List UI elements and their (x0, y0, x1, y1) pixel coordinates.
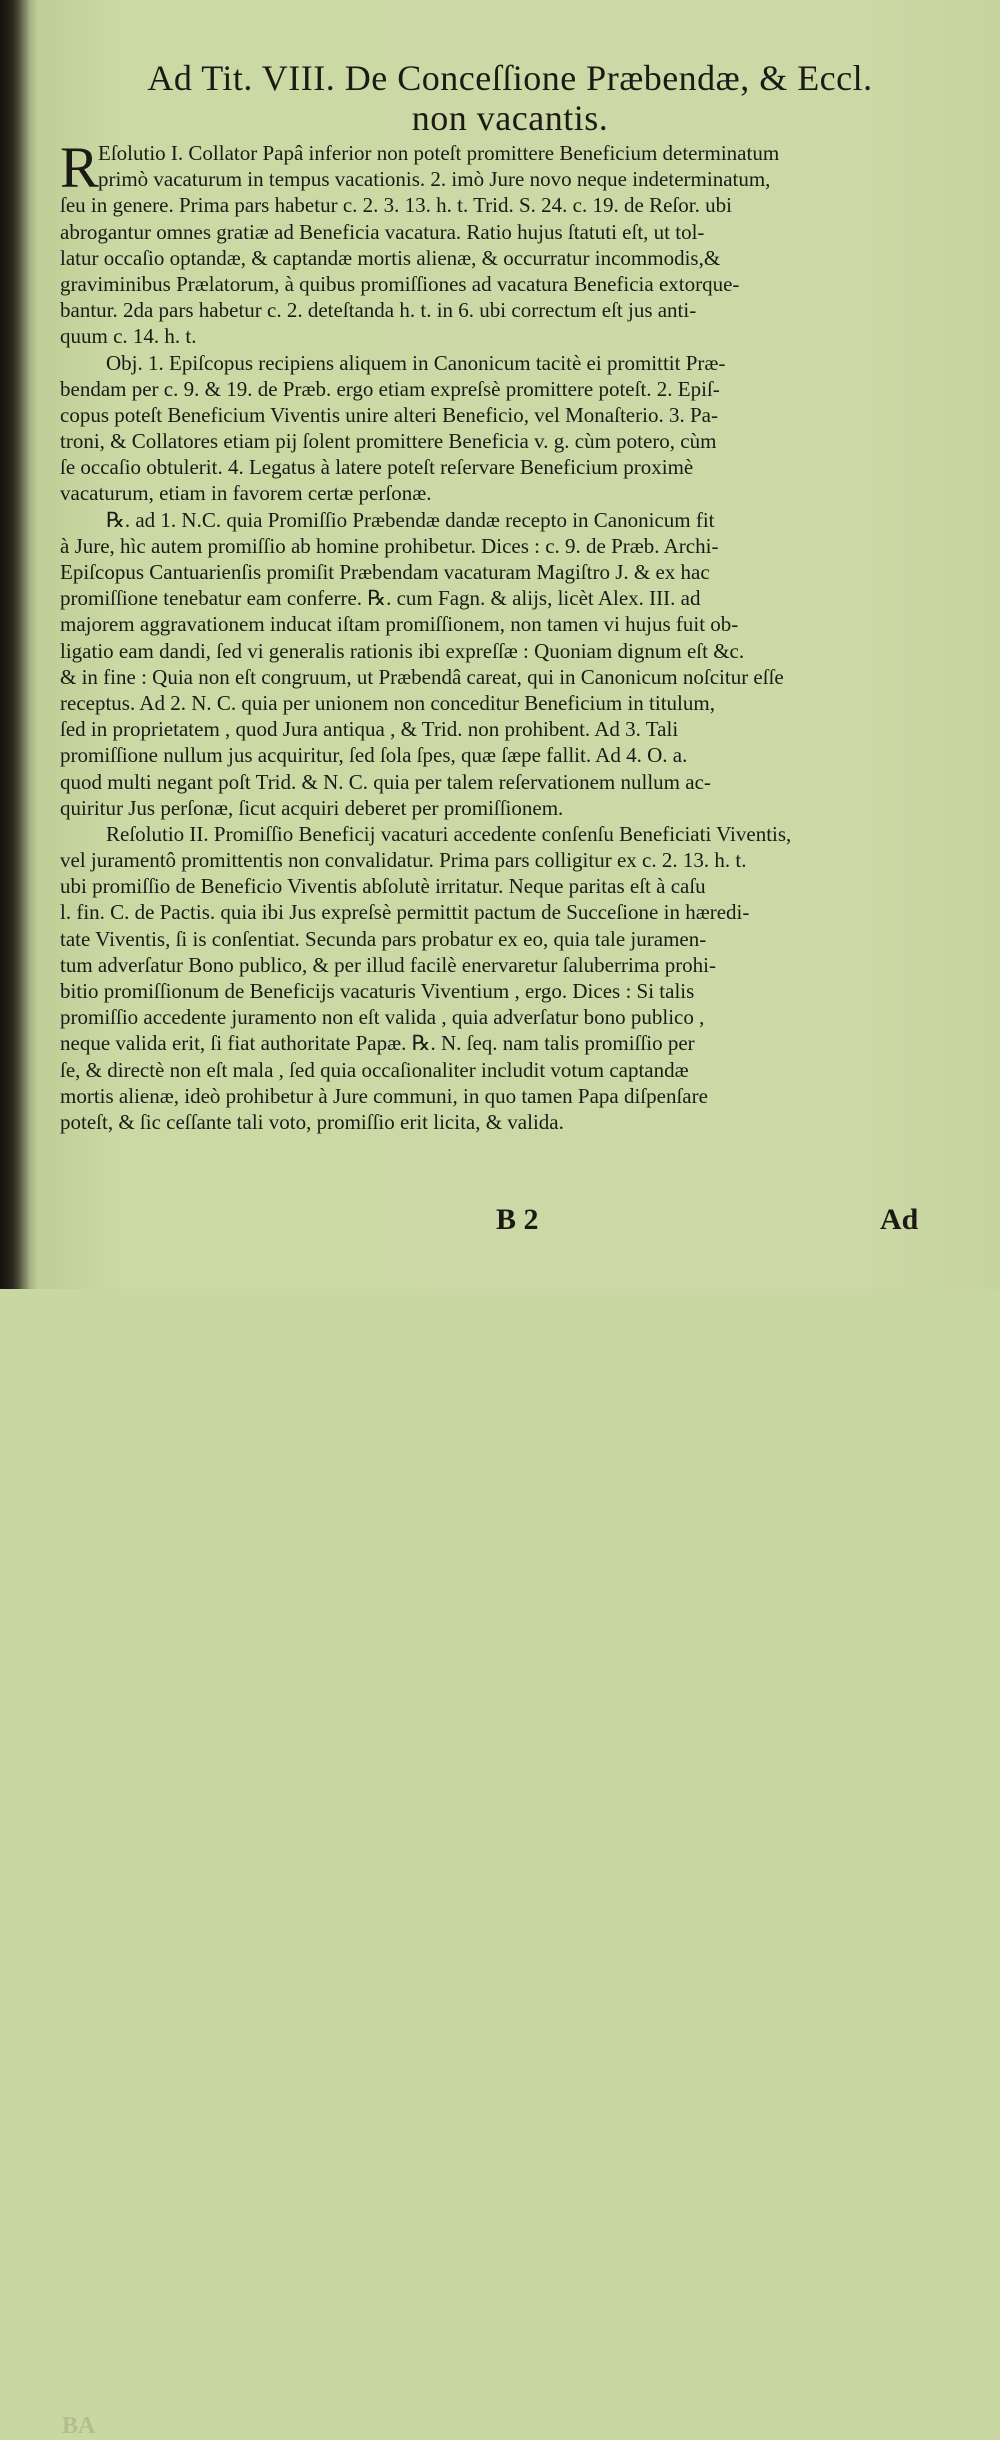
text-line: bendam per c. 9. & 19. de Præb. ergo etiam expreſsè promittere poteſt. 2. Epiſ- (60, 376, 720, 401)
chapter-title (60, 58, 960, 138)
faded-mark: BA (62, 2413, 96, 2439)
text-line: quiritur Jus perſonæ, ſicut acquiri deberet per promiſſionem. (60, 795, 564, 820)
text-line: vel juramentô promittentis non convalidatur. Prima pars colligitur ex c. 2. 13. h. t. (60, 848, 747, 873)
text-line: vacaturum, etiam in favorem certæ perſonæ. (60, 481, 432, 506)
text-line: copus poteſt Beneficium Viventis unire alteri Beneficio, vel Monaſterio. 3. Pa- (60, 402, 718, 427)
paragraph-start: ℞. ad 1. N.C. quia Promiſſio Præbendæ dandæ recepto in Canonicum fit (106, 507, 715, 532)
text-line: latur occaſio optandæ, & captandæ mortis alienæ, & occurratur incommodis,& (60, 245, 721, 270)
text-line: neque valida erit, ſi fiat authoritate Papæ. ℞. N. ſeq. nam talis promiſſio per (60, 1031, 695, 1056)
text-line: quum c. 14. h. t. (60, 324, 197, 349)
text-line: mortis alienæ, ideò prohibetur à Jure communi, in quo tamen Papa diſpenſare (60, 1083, 708, 1108)
text-line: ſe occaſio obtulerit. 4. Legatus à latere poteſt reſervare Beneficium proximè (60, 455, 694, 480)
text-line: ſe, & directè non eſt mala , ſed quia occaſionaliter includit votum captandæ (60, 1057, 689, 1082)
text-line: ſeu in genere. Prima pars habetur c. 2. 3. 13. h. t. Trid. S. 24. c. 19. de Reſor. ubi (60, 193, 732, 218)
paragraph-start: Obj. 1. Epiſcopus recipiens aliquem in Canonicum tacitè ei promittit Præ- (106, 350, 726, 375)
text-line: majorem aggravationem inducat iſtam promiſſionem, non tamen vi hujus fuit ob- (60, 612, 739, 637)
text-line: bitio promiſſionum de Beneficijs vacaturis Viventium , ergo. Dices : Si talis (60, 979, 695, 1003)
text-line: ſed in proprietatem , quod Jura antiqua , & Trid. non prohibent. Ad 3. Tali (60, 717, 679, 742)
text-line: bantur. 2da pars habetur c. 2. deteſtanda h. t. in 6. ubi correctum eſt jus anti- (60, 298, 697, 323)
drop-capital: R (60, 135, 99, 200)
text-line: ligatio eam dandi, ſed vi generalis rationis ibi expreſſæ : Quoniam dignum eſt &c. (60, 638, 745, 663)
paragraph-start: Reſolutio II. Promiſſio Beneficij vacaturi accedente conſenſu Beneficiati Viventis, (106, 821, 792, 846)
text-line: promiſſione tenebatur eam conferre. ℞. cum Fagn. & alijs, licèt Alex. III. ad (60, 586, 701, 611)
text-line: Epiſcopus Cantuarienſis promiſit Præbendam vacaturam Magiſtro J. & ex hac (60, 560, 710, 584)
text-line: Eſolutio I. Collator Papâ inferior non poteſt promittere Beneficium determinatum (98, 141, 780, 165)
text-line: poteſt, & ſic ceſſante tali voto, promiſſio erit licita, & valida. (60, 1109, 564, 1134)
text-line: & in fine : Quia non eſt congruum, ut Præbendâ careat, qui in Canonicum noſcitur eſſe (60, 664, 784, 689)
text-line: troni, & Collatores etiam pij ſolent promittere Beneficia v. g. cùm potero, cùm (60, 429, 717, 454)
text-line: à Jure, hìc autem promiſſio ab homine prohibetur. Dices : c. 9. de Præb. Archi- (60, 533, 719, 558)
text-line: tate Viventis, ſi is conſentiat. Secunda pars probatur ex eo, quia tale juramen- (60, 926, 707, 951)
text-line: promiſſio accedente juramento non eſt valida , quia adverſatur bono publico , (60, 1005, 705, 1030)
title-line-1: Ad Tit. VIII. De Conceſſione Præbendæ, & Eccl. (147, 58, 873, 98)
signature-mark: B 2 (496, 1203, 539, 1236)
book-binding-shadow (0, 0, 30, 1289)
text-line: receptus. Ad 2. N. C. quia per unionem non conceditur Beneficium in titulum, (60, 690, 715, 715)
text-line: tum adverſatur Bono publico, & per illud facilè enervaretur ſaluberrima prohi- (60, 952, 717, 977)
text-line: abrogantur omnes gratiæ ad Beneficia vacatura. Ratio hujus ſtatuti eſt, ut tol- (60, 219, 705, 244)
title-line-2: non vacantis. (411, 98, 609, 138)
text-line: l. fin. C. de Pactis. quia ibi Jus expreſsè permittit pactum de Succeſione in hæredi- (60, 900, 750, 925)
text-line: quod multi negant poſt Trid. & N. C. quia per talem reſervationem nullum ac- (60, 769, 711, 794)
text-line: graviminibus Prælatorum, à quibus promiſſiones ad vacatura Beneficia extorque- (60, 271, 740, 296)
body-text (60, 135, 932, 1135)
catchword: Ad (880, 1203, 919, 1236)
text-line: primò vacaturum in tempus vacationis. 2. imò Jure novo neque indeterminatum, (98, 167, 771, 192)
page-footer (0, 1203, 1000, 2439)
text-line: promiſſione nullum jus acquiritur, ſed ſola ſpes, quæ ſæpe fallit. Ad 4. O. a. (60, 743, 688, 768)
text-line: ubi promiſſio de Beneficio Viventis abſolutè irritatur. Neque paritas eſt à caſu (60, 874, 706, 899)
